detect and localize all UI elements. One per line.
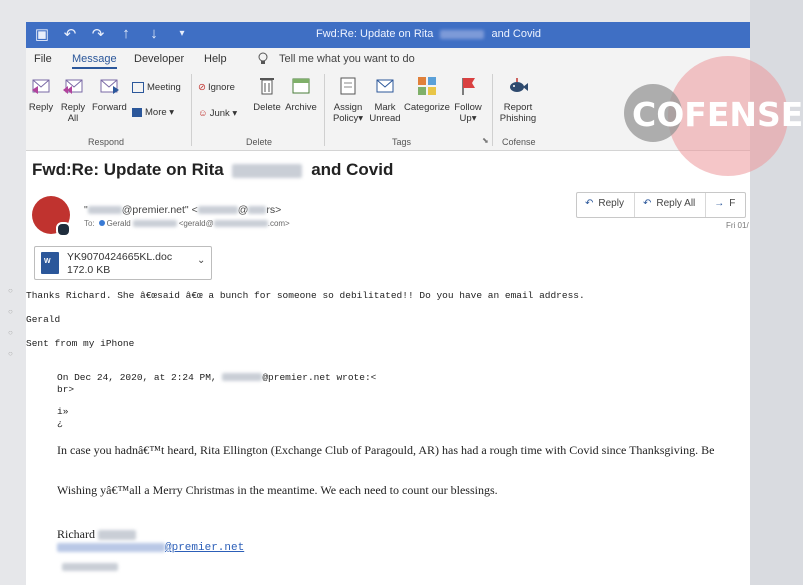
delete-button[interactable]: Delete [252, 76, 282, 113]
redacted-text [232, 164, 302, 178]
delete-group-label: Delete [246, 137, 273, 147]
respond-group-label: Respond [88, 137, 125, 147]
down-arrow-icon[interactable]: ↓ [150, 25, 158, 42]
reply-button[interactable]: Reply [28, 76, 54, 113]
outlook-window [26, 22, 803, 585]
ribbon-separator [191, 74, 192, 146]
forward-icon: → [714, 198, 725, 209]
redo-icon[interactable]: ↷ [91, 26, 105, 43]
body-line: Gerald [26, 314, 61, 325]
tab-help[interactable]: Help [204, 53, 227, 65]
redacted-text [133, 220, 177, 227]
reply-all-icon [62, 76, 84, 96]
redacted-text [214, 220, 268, 227]
quote-paragraph: Wishing yâ€™all a Merry Christmas in the meantime. We each need to count our blessings. [57, 483, 498, 497]
recipient-name[interactable]: Gerald [106, 219, 131, 228]
assign-policy-button[interactable]: Assign Policy▾ [330, 76, 366, 124]
redacted-text [88, 206, 122, 214]
recipient-line: To: Gerald <gerald@ .com> [84, 219, 290, 228]
cofense-group-label: Cofense [502, 137, 536, 147]
ribbon-separator [492, 74, 493, 146]
undo-icon[interactable]: ↶ [63, 26, 77, 43]
junk-icon: ☺ [198, 108, 208, 119]
policy-icon [337, 76, 359, 96]
redacted-text [440, 30, 484, 39]
signature-link[interactable]: @premier.net [57, 542, 244, 554]
reply-all-icon: ↶ [642, 198, 652, 209]
more-icon [132, 108, 142, 117]
redacted-text [62, 558, 118, 576]
ignore-icon: ⊘ [198, 82, 206, 93]
attachment-size: 172.0 KB [67, 264, 111, 276]
envelope-icon [374, 76, 396, 96]
tell-me-search[interactable]: Tell me what you want to do [279, 53, 415, 65]
up-arrow-icon[interactable]: ↑ [122, 25, 130, 42]
follow-up-button[interactable]: Follow Up▾ [454, 76, 482, 124]
save-icon[interactable]: ▣ [34, 26, 50, 43]
redacted-text [198, 206, 238, 214]
lightbulb-icon [258, 52, 268, 64]
chevron-down-icon: ▾ [166, 107, 175, 118]
redacted-text [98, 530, 136, 540]
forward-button[interactable]: Forward [92, 76, 126, 113]
tab-developer[interactable]: Developer [134, 53, 185, 65]
chevron-down-icon[interactable]: ⌄ [197, 255, 206, 266]
cofense-watermark: COFENSE [632, 95, 803, 134]
title-bar [26, 22, 750, 48]
archive-button[interactable]: Archive [284, 76, 318, 113]
archive-icon [290, 76, 312, 96]
reply-icon [30, 76, 52, 96]
chevron-down-icon: ▾ [471, 113, 477, 124]
redacted-text [57, 543, 165, 552]
signature-name: Richard [57, 527, 136, 542]
quote-paragraph: In case you hadnâ€™t heard, Rita Ellington (Exchange Club of Paragould, AR) has had a rough time with Covid since Thanksgiving. Be [57, 443, 715, 457]
ignore-button[interactable]: ⊘ Ignore [198, 82, 235, 93]
fish-icon [507, 76, 529, 96]
ribbon-separator [324, 74, 325, 146]
meeting-button[interactable]: Meeting [132, 82, 181, 93]
tags-group-label: Tags [392, 137, 412, 147]
customize-icon[interactable]: ▾ [179, 28, 185, 39]
body-line: Thanks Richard. She â€œsaid â€œ a bunch for someone so debilitated!! Do you have an email address. [26, 290, 585, 301]
quote-header: On Dec 24, 2020, at 2:24 PM, @premier.net wrote:< [57, 372, 377, 383]
redacted-text [248, 206, 266, 214]
meeting-icon [132, 82, 144, 93]
reply-all-action-button[interactable]: ↶ Reply All [635, 193, 706, 217]
flag-icon [457, 76, 479, 96]
word-document-icon: W [41, 252, 59, 274]
dialog-launcher-icon[interactable]: ⬊ [482, 136, 489, 145]
sender-address[interactable]: " @premier.net" < @ rs> [84, 204, 282, 216]
quote-line: i» [57, 406, 69, 417]
more-button[interactable]: More ▾ [132, 107, 174, 118]
window-title-suffix: and Covid [491, 28, 542, 40]
subject-suffix: and Covid [311, 160, 394, 179]
quote-line: br> [57, 384, 75, 395]
reply-action-button[interactable]: ↶ Reply [577, 193, 635, 217]
window-edge-dots: ○ ○ ○ ○ [8, 286, 13, 358]
body-line: Sent from my iPhone [26, 338, 135, 349]
presence-indicator [56, 222, 71, 237]
message-actions [576, 192, 746, 218]
reply-icon: ↶ [585, 198, 594, 209]
mark-unread-button[interactable]: Mark Unread [369, 76, 401, 124]
subject-prefix: Fwd:Re: Update on Rita [32, 160, 224, 179]
categorize-button[interactable]: Categorize [404, 76, 450, 113]
chevron-down-icon: ▾ [358, 113, 364, 124]
tab-file[interactable]: File [34, 53, 52, 65]
message-subject [32, 160, 393, 180]
quote-line: ¿ [57, 418, 63, 429]
attachment-card[interactable] [34, 246, 212, 280]
forward-action-button[interactable]: → F [714, 198, 736, 209]
attachment-name: YK9070424665KL.doc [67, 251, 173, 263]
trash-icon [256, 76, 278, 96]
reply-all-button[interactable]: Reply All [59, 76, 87, 124]
quick-access-toolbar [34, 25, 190, 43]
tab-message[interactable]: Message [72, 53, 117, 69]
chevron-down-icon: ▾ [229, 108, 238, 119]
recipient-status-icon [99, 220, 105, 226]
categorize-icon [416, 76, 438, 96]
forward-icon [98, 76, 120, 96]
message-date: Fri 01/ [726, 221, 749, 230]
ribbon-tabs [26, 48, 750, 70]
redacted-text [222, 373, 262, 381]
report-phishing-button[interactable]: Report Phishing [498, 76, 538, 124]
window-title-prefix: Fwd:Re: Update on Rita [316, 28, 434, 40]
junk-button[interactable]: ☺ Junk ▾ [198, 108, 238, 119]
window-title [316, 28, 541, 40]
